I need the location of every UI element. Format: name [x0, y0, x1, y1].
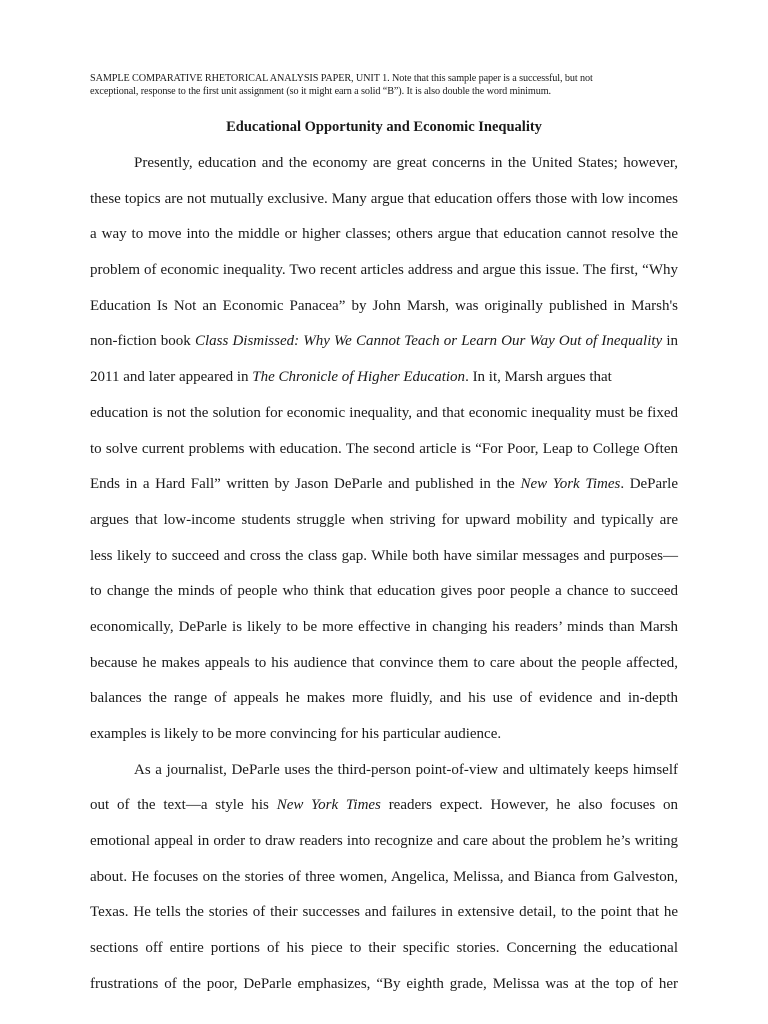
book-title: Class Dismissed: Why We Cannot Teach or Learn Our Way Out of Inequality: [194, 333, 663, 350]
publication-title: The Chronicle of Higher Education: [252, 369, 466, 386]
text-line: balances the range of appeals he makes more fluidly, and his use of evidence and in-depth: [90, 690, 678, 707]
text-line: problem of economic inequality. Two recent articles address and argue this issue. The first, “Why: [90, 262, 678, 279]
text-run: . In it, Marsh argues that: [465, 369, 612, 386]
text-line: Presently, education and the economy are great concerns in the United States; however,: [134, 155, 678, 171]
text-line: frustrations of the poor, DeParle emphasizes, “By eighth grade, Melissa was at the top of her: [90, 975, 678, 992]
text-run: out of the text—a style his: [90, 797, 277, 814]
text-line: to solve current problems with education. The second article is “For Poor, Leap to College Often: [90, 440, 678, 457]
text-line: argues that low-income students struggle when striving for upward mobility and typically are: [90, 511, 678, 528]
text-line: [90, 474, 678, 510]
text-line: [90, 795, 678, 831]
text-line: [90, 331, 678, 367]
text-line: because he makes appeals to his audience that convince them to care about the people affected,: [90, 654, 678, 671]
text-line: sections off entire portions of his piece to their specific stories. Concerning the educational: [90, 940, 678, 957]
essay-title: Educational Opportunity and Economic Inequality: [226, 119, 542, 135]
text-line: Education Is Not an Economic Panacea” by John Marsh, was originally published in Marsh's: [90, 297, 678, 314]
text-line: to change the minds of people who think that education gives poor people a chance to succeed: [90, 583, 678, 600]
header-note-line: exceptional, response to the first unit assignment (so it might earn a solid “B”). It is also double the word minimum.: [90, 86, 551, 97]
publication-title: New York Times: [276, 797, 381, 814]
text-run: 2011 and later appeared in: [90, 369, 253, 386]
text-line: about. He focuses on the stories of three women, Angelica, Melissa, and Bianca from Galveston,: [90, 868, 678, 885]
header-note-line: SAMPLE COMPARATIVE RHETORICAL ANALYSIS PAPER, UNIT 1. Note that this sample paper is a successful, but not: [90, 73, 593, 84]
text-line: less likely to succeed and cross the class gap. While both have similar messages and purposes—: [90, 547, 678, 564]
text-line: As a journalist, DeParle uses the third-person point-of-view and ultimately keeps himself: [134, 761, 678, 778]
text-line: examples is likely to be more convincing for his particular audience.: [90, 726, 502, 742]
text-run: Ends in a Hard Fall” written by Jason DeParle and published in the: [90, 476, 521, 493]
paragraph-2: [90, 760, 678, 1010]
text-line: emotional appeal in order to draw readers into recognize and care about the problem he’s writing: [90, 833, 678, 850]
text-run: non-fiction book: [90, 333, 195, 350]
text-line: a way to move into the middle or higher classes; others argue that education cannot resolve the: [90, 226, 678, 243]
text-run: readers expect. However, he also focuses on: [380, 797, 679, 814]
text-line: Texas. He tells the stories of their successes and failures in extensive detail, to the point that he: [90, 904, 678, 921]
text-line: these topics are not mutually exclusive. Many argue that education offers those with low incomes: [90, 190, 678, 207]
paragraph-1: [90, 153, 678, 760]
text-run: . DeParle: [620, 476, 679, 493]
text-line: education is not the solution for economic inequality, and that economic inequality must be fixed: [90, 404, 678, 421]
text-run: in: [662, 333, 678, 350]
text-line: [90, 367, 678, 403]
text-line: economically, DeParle is likely to be more effective in changing his readers’ minds than Marsh: [90, 618, 678, 635]
publication-title: New York Times: [520, 476, 621, 493]
header-note: [90, 72, 678, 98]
